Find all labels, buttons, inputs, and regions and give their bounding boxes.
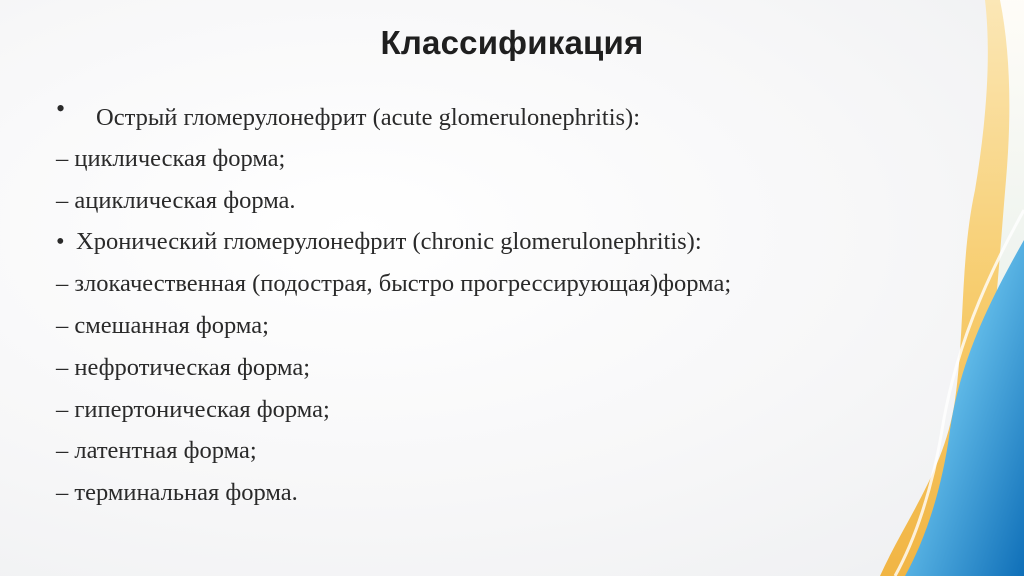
list-item [56,221,896,263]
list-item-text: – злокачественная (подострая, быстро прогрессирующая)форма; [56,270,732,298]
list-item [56,389,896,431]
list-item [56,96,896,138]
list-item [56,347,896,389]
slide-title: Классификация [380,24,644,61]
list-item-text: – циклическая форма; [56,144,286,172]
list-item [56,472,896,514]
list-item-text: Хронический гломерулонефрит (chronic glomerulonephritis): [76,228,702,256]
list-item [56,180,896,222]
list-item [56,263,896,305]
list-item-text: – терминальная форма. [56,479,298,507]
content-list [56,96,896,514]
list-item-text: – нефротическая форма; [56,353,311,381]
bullet-marker: • [56,94,66,123]
list-item-text: – гипертоническая форма; [56,395,330,423]
list-item-text: Острый гломерулонефрит (acute glomerulonephritis): [96,104,641,131]
list-item-text: – латентная форма; [56,437,257,465]
list-item [56,430,896,472]
list-item-text: – смешанная форма; [56,311,269,339]
list-item-text: – ациклическая форма. [56,186,296,214]
bullet-marker: • [56,228,65,256]
list-item [56,305,896,347]
list-item [56,138,896,180]
